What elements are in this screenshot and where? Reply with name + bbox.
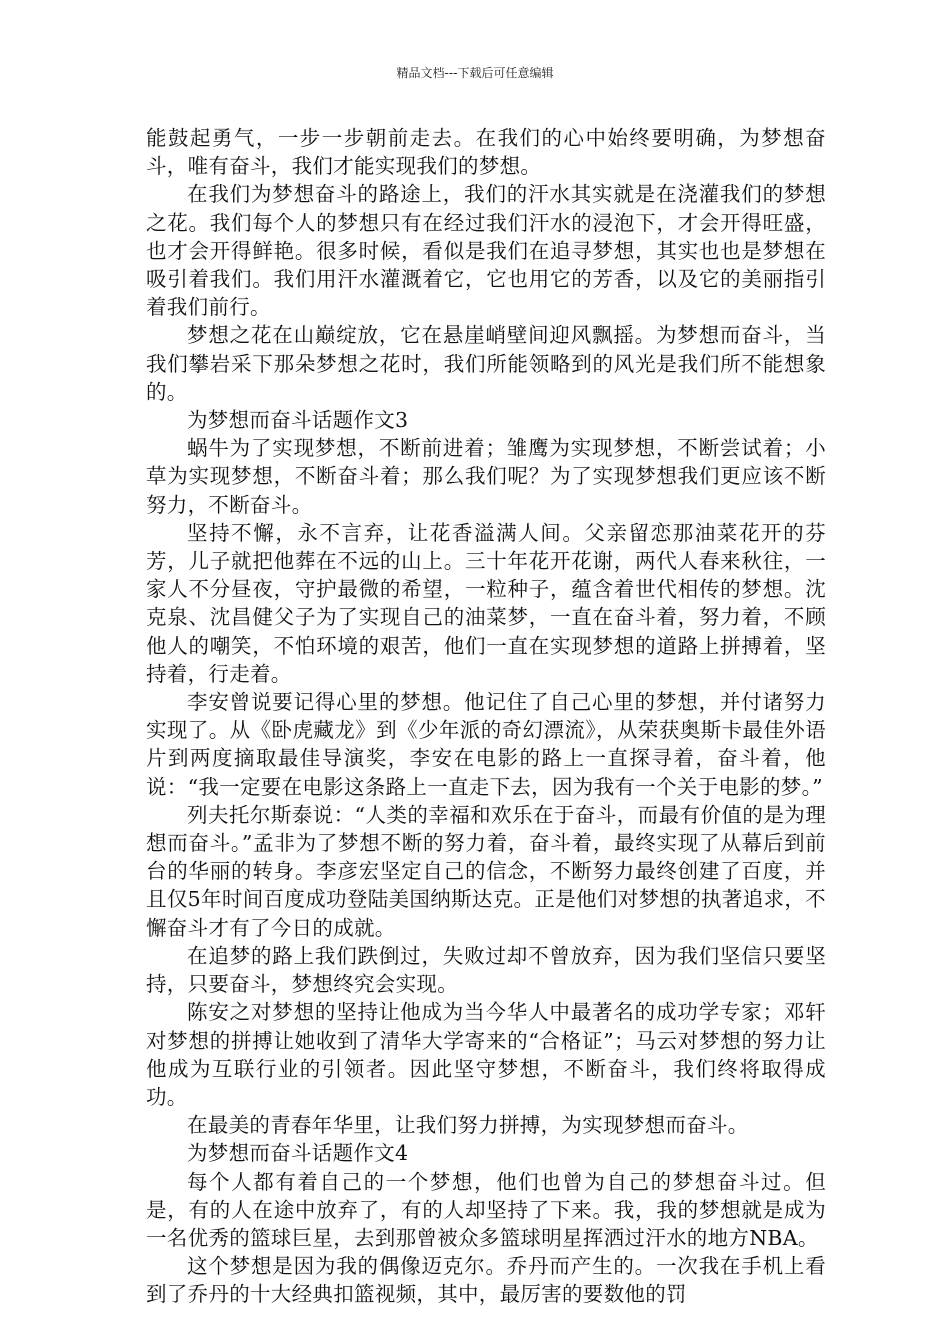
paragraph: 陈安之对梦想的坚持让他成为当今华人中最著名的成功学专家；邓轩对梦想的拼搏让她收到了清华大学寄来的“合格证”；马云对梦想的努力让他成为互联行业的引领者。因此坚守梦想，不断奋斗，我们终将取得成功。 (146, 1000, 826, 1109)
section-heading: 为梦想而奋斗话题作文3 (187, 408, 409, 433)
paragraph: 能鼓起勇气，一步一步朝前走去。在我们的心中始终要明确，为梦想奋斗，唯有奋斗，我们才能实现我们的梦想。 (146, 126, 826, 179)
paragraph: 在我们为梦想奋斗的路途上，我们的汗水其实就是在浇灌我们的梦想之花。我们每个人的梦想只有在经过我们汗水的浸泡下，才会开得旺盛，也才会开得鲜艳。很多时候，看似是我们在追寻梦想，其实也也是梦想在吸引着我们。我们用汗水灌溉着它，它也用它的芳香，以及它的美丽指引着我们前行。 (146, 182, 826, 320)
paragraph: 梦想之花在山巅绽放，它在悬崖峭壁间迎风飘摇。为梦想而奋斗，当我们攀岩采下那朵梦想之花时，我们所能领略到的风光是我们所不能想象的。 (146, 323, 826, 404)
section-heading: 为梦想而奋斗话题作文4 (187, 1141, 409, 1166)
paragraph: 在最美的青春年华里，让我们努力拼搏，为实现梦想而奋斗。 (187, 1113, 749, 1138)
paragraph: 这个梦想是因为我的偶像迈克尔。乔丹而产生的。一次我在手机上看到了乔丹的十大经典扣篮视频，其中，最厉害的要数他的罚 (146, 1254, 826, 1307)
paragraph: 在追梦的路上我们跌倒过，失败过却不曾放弃，因为我们坚信只要坚持，只要奋斗，梦想终究会实现。 (146, 943, 826, 997)
page-header: 精品文档---下载后可任意编辑 (396, 66, 554, 80)
paragraph: 坚持不懈，永不言弃，让花香溢满人间。父亲留恋那油菜花开的芬芳，儿子就把他葬在不远的山上。三十年花开花谢，两代人春来秋往，一家人不分昼夜，守护最微的希望，一粒种子，蕴含着世代相传的梦想。沈克泉、沈昌健父子为了实现自己的油菜梦，一直在奋斗着，努力着，不顾他人的嘲笑，不怕环境的艰苦，他们一直在实现梦想的道路上拼搏着，坚持着，行走着。 (146, 520, 826, 686)
paragraph: 李安曾说要记得心里的梦想。他记住了自己心里的梦想，并付诸努力实现了。从《卧虎藏龙》到《少年派的奇幻漂流》，从荣获奥斯卡最佳外语片到两度摘取最佳导演奖，李安在电影的路上一直探寻着，奋斗着，他说：“我一定要在电影这条路上一直走下去，因为我有一个关于电影的梦。” (146, 690, 826, 799)
paragraph: 每个人都有着自己的一个梦想，他们也曾为自己的梦想奋斗过。但是，有的人在途中放弃了，有的人却坚持了下来。我，我的梦想就是成为一名优秀的篮球巨星，去到那曾被众多篮球明星挥洒过汗水的地方NBA。 (146, 1169, 826, 1250)
paragraph: 蜗牛为了实现梦想，不断前进着；雏鹰为实现梦想，不断尝试着；小草为实现梦想，不断奋斗着；那么我们呢？为了实现梦想我们更应该不断努力，不断奋斗。 (146, 436, 826, 517)
document-body (146, 124, 826, 1309)
paragraph: 列夫托尔斯泰说：“人类的幸福和欢乐在于奋斗，而最有价值的是为理想而奋斗。”孟非为了梦想不断的努力着，奋斗着，最终实现了从幕后到前台的华丽的转身。李彦宏坚定自己的信念，不断努力最终创建了百度，并且仅5年时间百度成功登陆美国纳斯达克。正是他们对梦想的执著追求，不懈奋斗才有了今日的成就。 (146, 802, 826, 940)
